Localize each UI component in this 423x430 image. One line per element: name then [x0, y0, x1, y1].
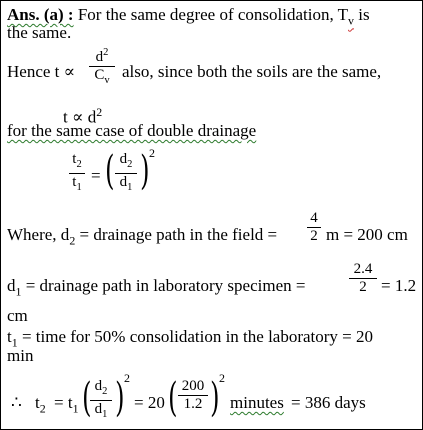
final-f2-den: 1.2: [183, 396, 203, 412]
t1-text: t: [7, 327, 12, 346]
final-power-1: 2: [124, 371, 130, 385]
final-minutes: [230, 393, 284, 413]
ratio-power: 2: [149, 146, 155, 160]
hence-fraction: [89, 44, 115, 89]
where-text-2: = drainage path in the field =: [75, 225, 278, 244]
hence-den-sub: v: [104, 75, 110, 86]
t1-unit: min: [7, 346, 34, 365]
where-tail: m = 200 cm: [326, 225, 408, 244]
ratio-left-paren: (: [105, 148, 115, 194]
t1-line: [7, 327, 373, 352]
final-result: = 386 days: [291, 393, 366, 412]
final-eq2: = 20: [134, 393, 165, 412]
answer-text-1-end: is: [354, 5, 370, 24]
ratio-lhs-den-t: t: [72, 174, 77, 190]
answer-label: Ans. (a) :: [7, 5, 74, 24]
answer-text-2: the same.: [7, 23, 72, 42]
ratio-lhs-num: [69, 151, 85, 173]
ratio-lhs-num-t: t: [72, 151, 77, 167]
final-left-paren-1: (: [82, 375, 92, 421]
hence-num-sup: 2: [103, 47, 109, 58]
hence-fraction-den: [89, 67, 115, 89]
final-minutes-text: minutes: [230, 393, 284, 412]
where-text: Where, d: [7, 225, 70, 244]
final-fraction-2: [178, 378, 208, 413]
final-f1-num: [90, 378, 112, 400]
prop-sup: 2: [96, 105, 103, 119]
where-fraction: [307, 210, 321, 245]
final-eq1: [54, 393, 79, 418]
d1-text: d: [7, 276, 16, 295]
final-left-paren-2: (: [168, 375, 178, 421]
final-f2-num: 200: [181, 378, 205, 394]
ratio-rhs-den-d: d: [119, 174, 128, 190]
t1-sub: 1: [11, 335, 18, 350]
ratio-equals: =: [91, 166, 101, 185]
ratio-rhs-fraction: [115, 151, 137, 196]
final-fraction-1: [90, 378, 112, 423]
prop-text: t ∝ d: [63, 107, 97, 127]
hence-fraction-num: [89, 44, 115, 66]
final-t2: [35, 393, 46, 418]
ratio-rhs-den-sub: 1: [127, 182, 133, 193]
final-t2-sub: 2: [39, 401, 46, 416]
final-t2-t: t: [35, 393, 40, 412]
final-right-paren-1: ): [115, 375, 125, 421]
hence-label: Hence t ∝: [7, 62, 76, 81]
where-frac-den: 2: [310, 228, 318, 244]
answer-text-1: For the same degree of consolidation, T: [77, 5, 349, 24]
hence-den-c: C: [94, 67, 105, 83]
ratio-rhs-den: [115, 174, 137, 196]
ratio-rhs-num: [115, 151, 137, 173]
d1-sub: 1: [15, 284, 22, 299]
therefore-symbol: ∴: [11, 393, 22, 412]
d1-frac-den: 2: [359, 279, 367, 295]
d1-tail: = 1.2: [381, 276, 417, 295]
d1-frac-num: 2.4: [353, 261, 373, 277]
final-f1-den-sub: 1: [102, 409, 108, 420]
final-f1-num-sub: 2: [102, 386, 108, 397]
answer-line-2: [7, 23, 71, 43]
d1-unit: cm: [7, 306, 28, 325]
ratio-rhs-num-sub: 2: [127, 159, 133, 170]
hence-num-d: d: [95, 49, 104, 65]
where-line: [7, 225, 277, 250]
tv-subscript: v: [348, 13, 354, 28]
d1-line: [7, 276, 305, 301]
d1-text-2: = drainage path in laboratory specimen =: [21, 276, 306, 295]
ratio-right-paren: ): [140, 148, 150, 194]
drainage-line: [7, 121, 256, 141]
ratio-lhs-den-sub: 1: [76, 182, 82, 193]
ratio-rhs-num-d: d: [119, 151, 128, 167]
drainage-text: for the same case of double drainage: [7, 121, 257, 140]
final-power-2: 2: [219, 371, 225, 385]
final-right-paren-2: ): [210, 375, 220, 421]
where-frac-num: 4: [310, 210, 318, 226]
final-f1-num-d: d: [94, 378, 103, 394]
hence-rest: also, since both the soils are the same,: [122, 62, 382, 81]
where-sub: 2: [69, 233, 76, 248]
d1-fraction: [349, 261, 377, 296]
ratio-lhs-fraction: [69, 151, 85, 196]
ratio-lhs-den: [69, 174, 85, 196]
final-f1-den: [90, 401, 112, 423]
ratio-lhs-num-sub: 2: [76, 159, 82, 170]
final-eq1-text: = t: [54, 393, 73, 412]
final-f1-den-d: d: [94, 401, 103, 417]
t1-text-2: = time for 50% consolidation in the laboratory = 20: [17, 327, 374, 346]
final-t1-sub: 1: [72, 401, 79, 416]
